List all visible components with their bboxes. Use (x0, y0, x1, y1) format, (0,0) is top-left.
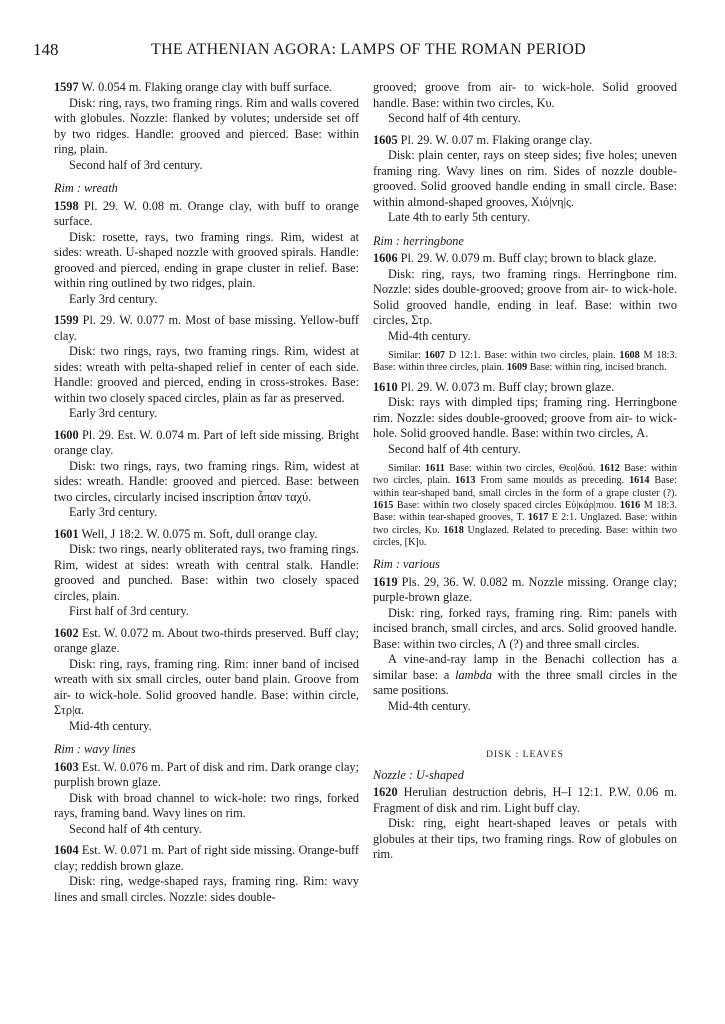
entry-date: Second half of 4th century. (388, 111, 521, 125)
running-header (33, 40, 697, 62)
right-column (373, 80, 677, 869)
similar-text: Unglazed. Related to preceding. Base: within two circles, [Κ]υ. (373, 524, 678, 548)
entry-date: Second half of 4th century. (388, 441, 521, 456)
entry-body: Disk: ring, eight heart-shaped leaves or petals with globules at their tips, two framing rings. Row of globules on rim. (373, 816, 677, 862)
subheading-nozzle-u-shaped: Nozzle : U-shaped (373, 767, 464, 782)
catalog-entry-1604-continued (373, 80, 677, 127)
section-heading: DISK : LEAVES (486, 750, 564, 761)
entry-number: 1599 (54, 313, 79, 327)
similar-text: D 12:1. Base: within two circles, plain. (445, 350, 620, 361)
running-title: THE ATHENIAN AGORA: LAMPS OF THE ROMAN PERIOD (151, 41, 587, 58)
entry-number: 1597 (54, 80, 79, 94)
entry-number: 1601 (54, 526, 79, 541)
entry-description: Pls. 29, 36. W. 0.082 m. Nozzle missing. Orange clay; purple-brown glaze. (373, 574, 677, 605)
catalog-entry-1597 (54, 80, 359, 173)
entry-number: 1614 (629, 475, 650, 487)
similar-text: Base: within two closely spaced circles Εὐ|κάρ|πιου. (393, 499, 620, 511)
entry-body: Disk: ring, rays, two framing rings. Herringbone rim. Nozzle: sides double-grooved; groove from air- to wick-hole. Solid grooved handle, ending in leaf. Base: within two circles, Στρ. (373, 266, 677, 327)
entry-description: Pl. 29. W. 0.079 m. Buff clay; brown to black glaze. (397, 251, 657, 265)
left-column (54, 80, 359, 911)
catalog-entry-1600 (54, 428, 359, 521)
catalog-entry-1599 (54, 313, 359, 422)
similar-note (373, 350, 677, 375)
entry-number: 1612 (599, 463, 620, 475)
entry-description: Pl. 29. Est. W. 0.074 m. Part of left side missing. Bright orange clay. (54, 427, 359, 457)
entry-description: Herulian destruction debris, H–I 12:1. P.W. 0.06 m. Fragment of disk and rim. Light buff clay. (373, 785, 677, 815)
similar-note (373, 463, 677, 549)
note-text: A vine-and-ray lamp in the Benachi collection has a similar base: a (373, 652, 677, 682)
entry-description: Well, J 18:2. W. 0.075 m. Soft, dull orange clay. (78, 526, 318, 541)
entry-number: 1604 (54, 843, 79, 857)
entry-number: 1615 (373, 499, 394, 511)
catalog-entry-1619 (373, 575, 677, 715)
entry-body: Disk: two rings, rays, two framing rings. Rim, widest at sides: wreath with pelta-shaped relief in center of each side. Handle: grooved and pierced, ending in cross-strokes. Base: within two closely spaced circles, plain as far as preserved. (54, 344, 359, 405)
entry-note (373, 652, 677, 699)
entry-description: W. 0.054 m. Flaking orange clay with buff surface. (78, 80, 333, 94)
similar-text: M 18:3. Base: within three circles, plain. (373, 350, 678, 374)
entry-number: 1613 (455, 475, 476, 487)
entry-body: Disk: rosette, rays, two framing rings. Rim, widest at sides: wreath. U-shaped nozzle with grooved spirals. Handle: grooved and pierced, ending in grape cluster in relief. Base: within ring outlined by two ridges, plain. (54, 229, 359, 290)
catalog-entry-1601 (54, 527, 359, 620)
entry-description: Pl. 29. W. 0.073 m. Buff clay; brown glaze. (397, 379, 615, 394)
catalog-entry-1620 (373, 785, 677, 863)
entry-number: 1616 (619, 499, 641, 511)
catalog-entry-1606 (373, 251, 677, 344)
entry-body: Disk: ring, wedge-shaped rays, framing ring. Rim: wavy lines and small circles. Nozzle: sides double- (54, 874, 359, 904)
note-text: with the three small circles in the same positions. (373, 667, 677, 698)
entry-body: Disk: two rings, nearly obliterated rays, two framing rings. Rim, widest at sides: wreath with central stalk. Handle: grooved and punched. Base: within two closely spaced circles, plain. (54, 542, 359, 603)
similar-text: M 18:3. Base: within tear-shaped grooves, Τ. (373, 499, 677, 524)
entry-number: 1620 (373, 785, 398, 800)
entry-date: Second half of 3rd century. (69, 157, 203, 172)
entry-date: Mid-4th century. (69, 718, 152, 733)
entry-date: Mid-4th century. (388, 698, 471, 713)
catalog-entry-1610 (373, 380, 677, 458)
entry-description: Est. W. 0.076 m. Part of disk and rim. Dark orange clay; purplish brown glaze. (54, 759, 359, 789)
subheading-rim-various: Rim : various (373, 557, 440, 572)
entry-date: Early 3rd century. (69, 505, 158, 519)
entry-body: Disk: ring, rays, two framing rings. Rim and walls covered with globules. Nozzle: flanked by volutes; underside set off by two ridges. Handle: grooved and pierced. Base: within ring, plain. (54, 95, 359, 156)
entry-body: Disk: ring, forked rays, framing ring. Rim: panels with incised branch, small circles, and arcs. Solid grooved handle. Base: within two circles, Λ (?) and three small circles. (373, 605, 677, 651)
entry-number: 1603 (54, 759, 79, 774)
similar-text: Base: within two circles, Θεο|δού. (444, 463, 600, 475)
similar-lead: Similar: (388, 350, 425, 361)
entry-number: 1617 (527, 512, 549, 524)
similar-text: Base: within tear-shaped band, small circles in the form of a grape cluster (?). (373, 475, 677, 499)
similar-text: Base: within ring, incised branch. (527, 362, 667, 374)
entry-description: Est. W. 0.072 m. About two-thirds preserved. Buff clay; orange glaze. (54, 625, 359, 655)
subheading-rim-herringbone: Rim : herringbone (373, 233, 464, 248)
entry-description: Pl. 29. W. 0.077 m. Most of base missing. Yellow-buff clay. (54, 313, 359, 343)
catalog-entry-1605 (373, 133, 677, 226)
catalog-entry-1604 (54, 843, 359, 905)
entry-number: 1602 (54, 625, 79, 640)
entry-number: 1609 (506, 362, 528, 374)
catalog-entry-1598 (54, 199, 359, 308)
entry-description: Est. W. 0.071 m. Part of right side missing. Orange-buff clay; reddish brown glaze. (54, 843, 359, 873)
entry-date: Early 3rd century. (69, 291, 158, 306)
entry-body: Disk: rays with dimpled tips; framing ring. Herringbone rim. Nozzle: sides double-grooved; groove from air- to wick-hole. Solid grooved handle. Base: within two circles, Α. (373, 395, 677, 441)
note-emphasis: lambda (455, 667, 493, 682)
entry-number: 1606 (373, 251, 398, 265)
entry-number: 1611 (425, 463, 445, 475)
entry-date: Mid-4th century. (388, 328, 471, 343)
entry-description: Pl. 29. W. 0.08 m. Orange clay, with buff to orange surface. (54, 198, 359, 228)
catalog-entry-1603 (54, 760, 359, 838)
similar-lead: Similar: (388, 463, 426, 475)
entry-number: 1608 (619, 350, 640, 361)
page-number: 148 (33, 40, 59, 59)
similar-text: From same moulds as preceding. (475, 475, 630, 487)
entry-number: 1610 (373, 379, 398, 394)
entry-date: Early 3rd century. (69, 406, 158, 420)
subheading-rim-wreath: Rim : wreath (54, 181, 118, 195)
similar-text: E 2:1. Unglazed. Base: within two circles, Κυ. (373, 512, 677, 536)
entry-body: Disk: plain center, rays on steep sides; five holes; uneven framing ring. Wavy lines on rim. Sides of nozzle double-grooved. Solid grooved handle ending in small circle. Base: within almond-shaped grooves, Χιό|νη|ς. (373, 148, 677, 209)
entry-body: Disk with broad channel to wick-hole: two rings, forked rays, framing band. Wavy lines on rim. (54, 790, 359, 820)
entry-number: 1600 (54, 427, 79, 442)
catalog-entry-1602 (54, 626, 359, 735)
subheading-rim-wavy-lines: Rim : wavy lines (54, 742, 136, 756)
entry-body: Disk: ring, rays, framing ring. Rim: inner band of incised wreath with six small circles, outer band plain. Groove from air- to wick-hole. Solid grooved handle. Base: within circle, Στρ|α. (54, 656, 359, 717)
entry-date: Second half of 4th century. (69, 821, 202, 836)
entry-number: 1598 (54, 198, 79, 213)
entry-number: 1619 (373, 574, 398, 589)
entry-number: 1607 (424, 350, 445, 361)
entry-date: First half of 3rd century. (69, 604, 189, 618)
entry-number: 1605 (373, 132, 398, 147)
entry-body: Disk: two rings, rays, two framing rings. Rim, widest at sides: wreath. Handle: grooved and pierced. Base: between two circles, circularly incised inscription ἆπαν ταχύ. (54, 458, 359, 504)
entry-date: Late 4th to early 5th century. (388, 210, 530, 224)
entry-number: 1618 (443, 524, 464, 536)
entry-body: grooved; groove from air- to wick-hole. Solid grooved handle. Base: within two circles, Κυ. (373, 80, 677, 110)
entry-description: Pl. 29. W. 0.07 m. Flaking orange clay. (397, 132, 593, 147)
similar-text: Base: within two circles, plain. (373, 463, 677, 487)
